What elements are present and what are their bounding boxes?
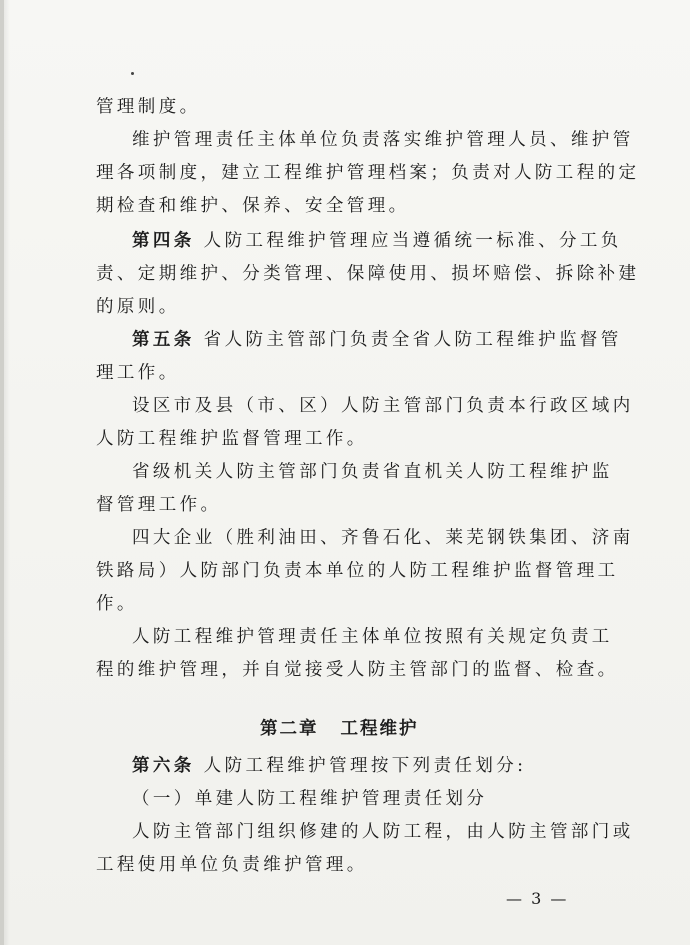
article-6-label: 第六条 xyxy=(132,756,195,776)
article-5-text: 省人防主管部门负责全省人防工程维护监督管 xyxy=(203,330,622,350)
body-line-18: 程的维护管理，并自觉接受人防主管部门的监督、检查。 xyxy=(96,660,619,680)
scan-speck xyxy=(131,72,134,75)
body-line-3: 理各项制度，建立工程维护管理档案；负责对人防工程的定 xyxy=(96,163,640,183)
body-line-14: 四大企业（胜利油田、齐鲁石化、莱芜钢铁集团、济南 xyxy=(132,528,634,548)
article-5-line xyxy=(132,329,622,351)
body-line-22: 工程使用单位负责维护管理。 xyxy=(96,855,368,875)
body-line-17: 人防工程维护管理责任主体单位按照有关规定负责工 xyxy=(132,627,613,647)
article-5-label: 第五条 xyxy=(132,330,195,350)
article-4-label: 第四条 xyxy=(132,231,195,251)
article-4-line xyxy=(132,230,622,252)
body-line-12: 省级机关人防主管部门负责省直机关人防工程维护监 xyxy=(132,462,613,482)
body-line-6: 责、定期维护、分类管理、保障使用、损坏赔偿、拆除补建 xyxy=(96,264,640,284)
body-line-20: （一）单建人防工程维护管理责任划分 xyxy=(132,789,488,809)
article-6-line xyxy=(132,755,526,777)
body-line-10: 设区市及县（市、区）人防主管部门负责本行政区域内 xyxy=(132,396,634,416)
body-line-21: 人防主管部门组织修建的人防工程，由人防主管部门或 xyxy=(132,822,634,842)
body-line-1: 管理制度。 xyxy=(96,97,201,117)
body-line-4: 期检查和维护、保养、安全管理。 xyxy=(96,196,410,216)
chapter-heading xyxy=(260,718,419,740)
body-line-16: 作。 xyxy=(96,594,138,614)
body-line-7: 的原则。 xyxy=(96,297,180,317)
article-6-text: 人防工程维护管理按下列责任划分: xyxy=(203,756,527,776)
page-edge-shadow xyxy=(0,0,4,945)
page-number: — 3 — xyxy=(506,889,569,908)
body-line-2: 维护管理责任主体单位负责落实维护管理人员、维护管 xyxy=(132,130,634,150)
body-line-13: 督管理工作。 xyxy=(96,495,222,515)
body-line-9: 理工作。 xyxy=(96,363,180,383)
chapter-title: 工程维护 xyxy=(340,719,419,739)
body-line-15: 铁路局）人防部门负责本单位的人防工程维护监督管理工 xyxy=(96,561,619,581)
article-4-text: 人防工程维护管理应当遵循统一标准、分工负 xyxy=(203,231,622,251)
chapter-number: 第二章 xyxy=(260,719,319,739)
body-line-11: 人防工程维护监督管理工作。 xyxy=(96,429,368,449)
